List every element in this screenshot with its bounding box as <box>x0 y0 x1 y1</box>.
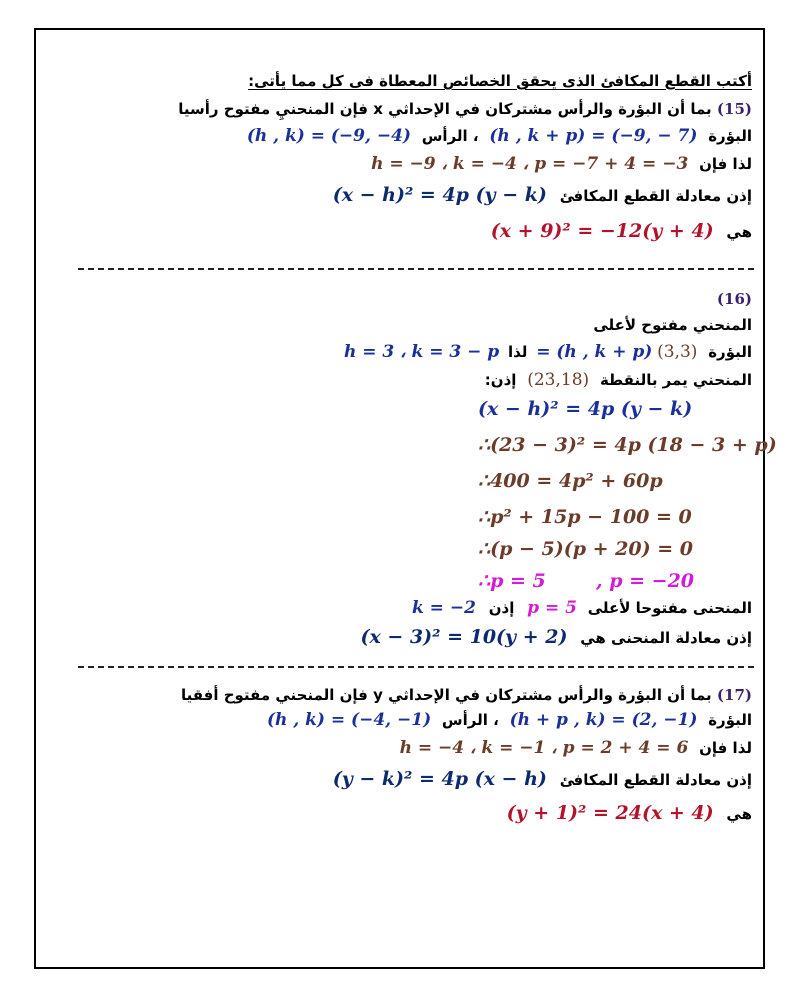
problem-16-final-line <box>360 628 752 647</box>
p15-vertex-label: ، الرأس <box>421 127 479 145</box>
problem-17-focus-line <box>267 712 752 729</box>
problem-17-answer-line <box>507 804 752 823</box>
p15-thus-values: h = −9 ، k = −4 ، p = −7 + 4 = −3 <box>371 154 689 174</box>
problem-15-answer-line <box>491 222 752 241</box>
problem-15-intro <box>178 102 752 117</box>
p15-eq-label: إذن معادلة القطع المكافئ <box>559 187 752 205</box>
p16-step-5: ∴(p − 5)(p + 20) = 0 <box>478 538 693 560</box>
p16-concl-k: k = −2 <box>411 598 476 618</box>
p16-root-2: , p = −20 <box>596 570 695 592</box>
p16-step-4: ∴p² + 15p − 100 = 0 <box>478 506 692 528</box>
p16-concl-then: إذن <box>488 599 515 617</box>
p15-focus-expr: (h , k + p) = (−9, − 7) <box>489 126 698 146</box>
p17-answer-eq: (y + 1)² = 24(x + 4) <box>506 802 714 824</box>
p17-eq-general: (y − k)² = 4p (x − h) <box>332 768 547 790</box>
p16-passes-label: المنحني يمر بالنقطة <box>599 371 752 389</box>
p17-vertex-expr: (h , k) = (−4, −1) <box>266 710 432 730</box>
p17-thus-values: h = −4 ، k = −1 ، p = 2 + 4 = 6 <box>399 738 689 758</box>
problem-15-focus-line <box>247 128 752 145</box>
p16-focus-expr: = (h , k + p) <box>536 342 653 362</box>
p16-focus-value: (3,3) <box>657 342 698 362</box>
problem-17-intro <box>181 688 752 703</box>
p16-step-1: (x − h)² = 4p (y − k) <box>478 398 693 420</box>
p17-focus-label: البؤرة <box>708 711 752 729</box>
page-title: أكتب القطع المكافئ الذى يحقق الخصائص المعطاة فى كل مما يأتى: <box>248 72 752 90</box>
problem-16-number-line <box>717 292 752 307</box>
problem-15-eq-line <box>333 186 752 205</box>
p16-passes-point: (23,18) <box>527 370 590 390</box>
p17-answer-label: هي <box>726 805 752 823</box>
p16-root-1: ∴p = 5 <box>478 570 546 592</box>
p17-focus-expr: (h + p , k) = (2, −1) <box>509 710 698 730</box>
p15-eq-general: (x − h)² = 4p (y − k) <box>332 184 547 206</box>
problem-17-number: (17) <box>716 686 752 704</box>
p17-vertex-label: ، الرأس <box>441 711 499 729</box>
p16-so-label: لذا <box>507 343 528 361</box>
p16-step-2: ∴(23 − 3)² = 4p (18 − 3 + p) <box>478 434 777 456</box>
problem-15-thus-line <box>371 156 752 173</box>
p17-thus-label: لذا فإن <box>699 739 752 757</box>
section-divider <box>78 268 754 270</box>
section-divider <box>78 666 754 668</box>
p16-step-3: ∴400 = 4p² + 60p <box>478 470 663 492</box>
p15-focus-label: البؤرة <box>708 127 752 145</box>
p17-eq-label: إذن معادلة القطع المكافئ <box>559 771 752 789</box>
problem-17-thus-line <box>400 740 752 757</box>
p16-concl-p: p = 5 <box>527 598 577 618</box>
problem-17-intro-text: بما أن البؤرة والرأس مشتركان في الإحداثي y فإن المنحني مفتوح أفقيا <box>180 686 712 704</box>
problem-17-eq-line <box>333 770 752 789</box>
p15-answer-eq: (x + 9)² = −12(y + 4) <box>490 220 714 242</box>
p15-thus-label: لذا فإن <box>699 155 752 173</box>
p16-final-label: إذن معادلة المنحنى هي <box>580 629 752 647</box>
p16-then-label: إذن: <box>484 371 517 389</box>
p16-so-values: h = 3 ، k = 3 − p <box>343 342 500 362</box>
p16-concl-label: المنحنى مفتوحا لأعلى <box>587 599 752 617</box>
p15-vertex-expr: (h , k) = (−9, −4) <box>246 126 411 146</box>
p16-final-eq: (x − 3)² = 10(y + 2) <box>360 626 568 648</box>
problem-16-conclusion-line <box>412 600 752 617</box>
problem-16-passes-line <box>485 372 752 389</box>
problem-15-intro-text: بما أن البؤرة والرأس مشتركان في الإحداثي x فإن المنحنيِ مفتوح رأسيا <box>178 100 712 118</box>
problem-16-focus-line <box>344 344 752 361</box>
p15-answer-label: هي <box>726 223 752 241</box>
p16-open-up: المنحني مفتوح لأعلى <box>593 316 752 334</box>
problem-16-number: (16) <box>716 290 752 308</box>
p16-focus-label: البؤرة <box>708 343 752 361</box>
problem-15-number: (15) <box>716 100 752 118</box>
